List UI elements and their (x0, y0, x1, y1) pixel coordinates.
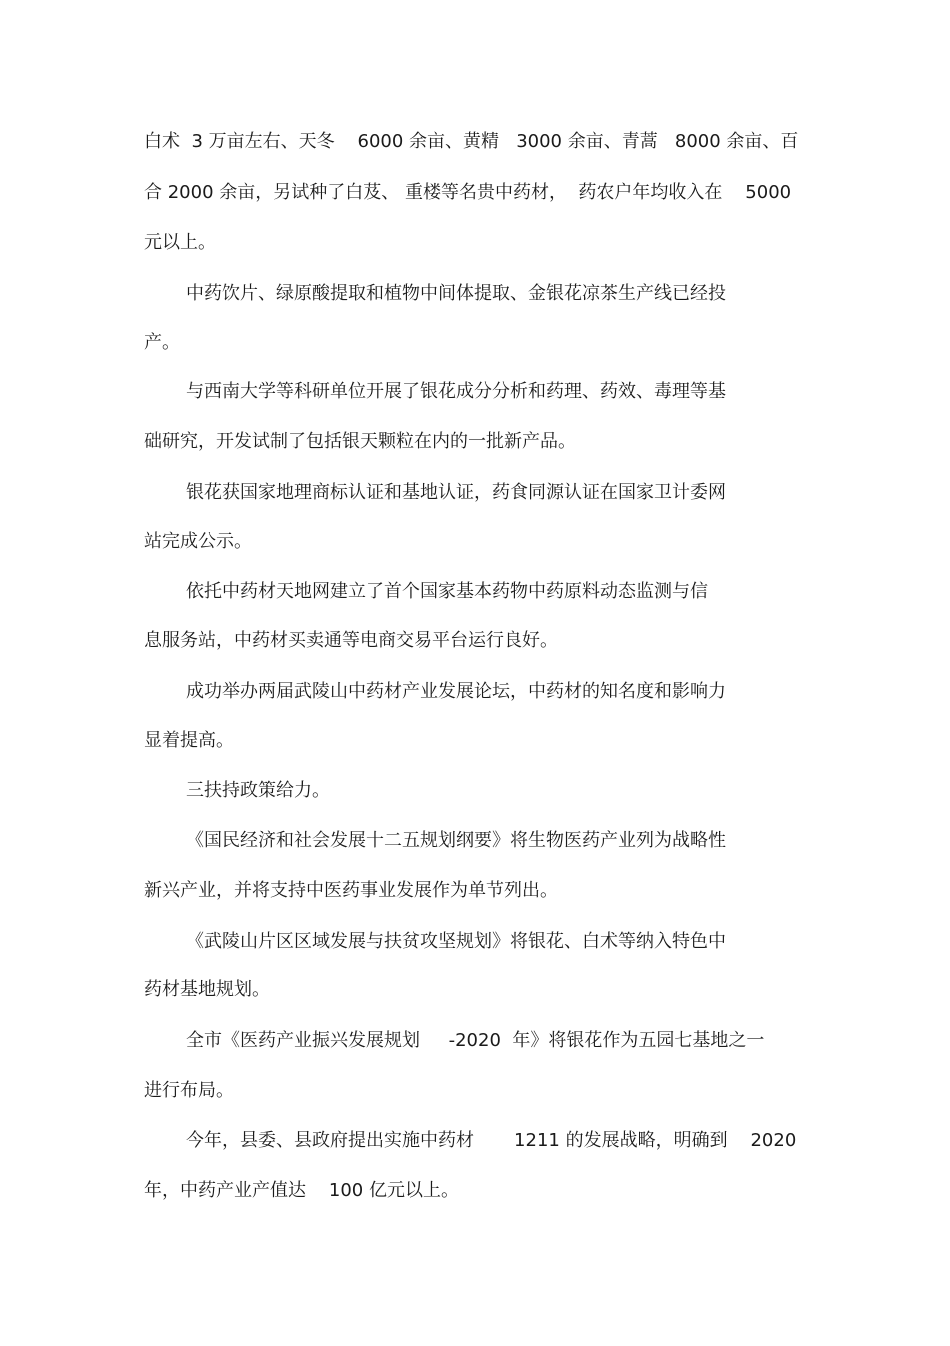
text-line: 今年，县委、县政府提出实施中药材 1211 的发展战略，明确到 2020 (186, 1130, 797, 1151)
text-line: 础研究，开发试制了包括银天颗粒在内的一批新产品。 (144, 431, 576, 452)
text-line: 三扶持政策给力。 (186, 780, 330, 801)
text-line: 依托中药材天地网建立了首个国家基本药物中药原料动态监测与信 (186, 581, 708, 602)
text-line: 进行布局。 (144, 1080, 234, 1101)
text-line: 银花获国家地理商标认证和基地认证，药食同源认证在国家卫计委网 (186, 482, 726, 503)
text-line: 《武陵山片区区域发展与扶贫攻坚规划》将银花、白术等纳入特色中 (186, 931, 726, 952)
text-line: 合 2000 余亩，另试种了白芨、 重楼等名贵中药材， 药农户年均收入在 5000 (144, 182, 792, 203)
text-line: 元以上。 (144, 232, 216, 253)
text-line: 全市《医药产业振兴发展规划 -2020 年》将银花作为五园七基地之一 (186, 1030, 765, 1051)
text-line: 新兴产业，并将支持中医药事业发展作为单节列出。 (144, 880, 558, 901)
text-line: 与西南大学等科研单位开展了银花成分分析和药理、药效、毒理等基 (186, 381, 726, 402)
text-line: 《国民经济和社会发展十二五规划纲要》将生物医药产业列为战略性 (186, 830, 726, 851)
text-line: 药材基地规划。 (144, 979, 270, 1000)
text-line: 产。 (144, 332, 180, 353)
text-line: 站完成公示。 (144, 531, 252, 552)
text-line: 中药饮片、绿原酸提取和植物中间体提取、金银花凉茶生产线已经投 (186, 283, 726, 304)
text-line: 息服务站，中药材买卖通等电商交易平台运行良好。 (144, 630, 558, 651)
text-line: 成功举办两届武陵山中药材产业发展论坛，中药材的知名度和影响力 (186, 681, 726, 702)
text-line: 白术 3 万亩左右、天冬 6000 余亩、黄精 3000 余亩、青蒿 8000 余亩、百 (144, 131, 799, 152)
text-line: 年，中药产业产值达 100 亿元以上。 (144, 1180, 459, 1201)
text-line: 显着提高。 (144, 730, 234, 751)
